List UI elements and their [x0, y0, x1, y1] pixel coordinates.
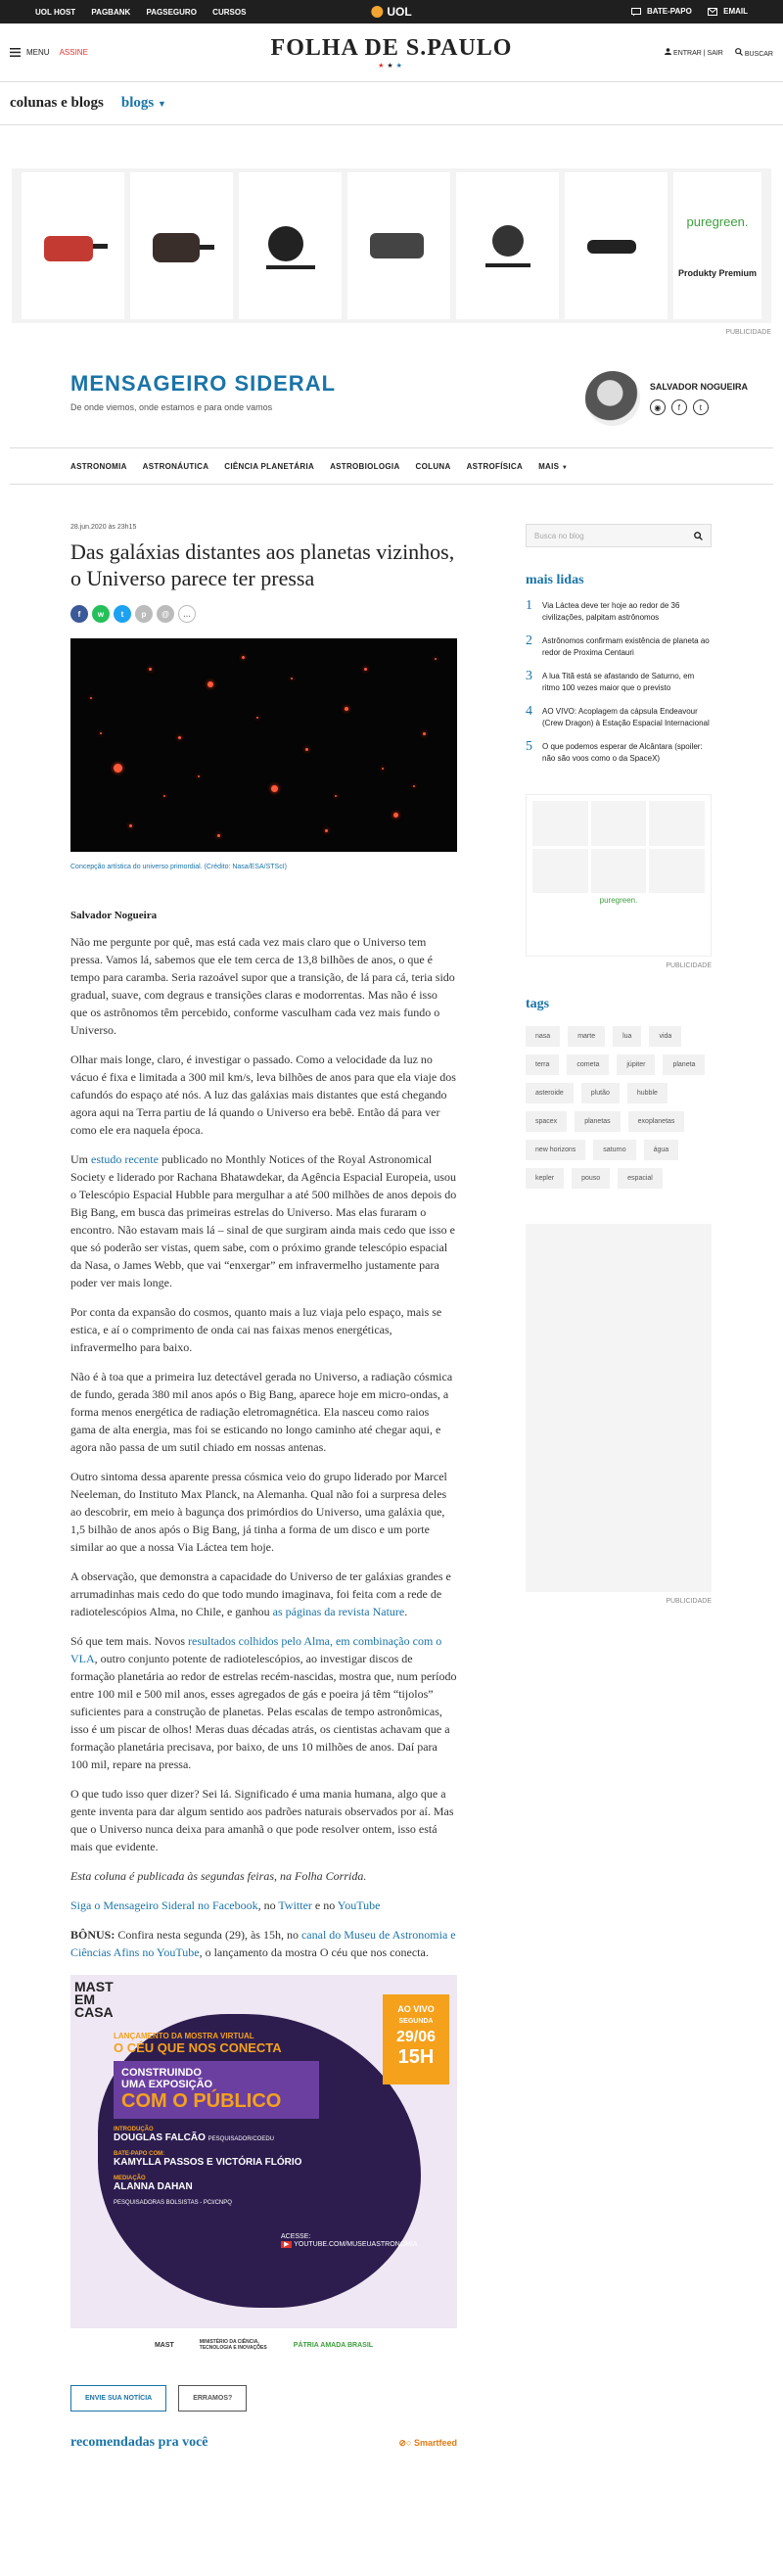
- tag[interactable]: água: [644, 1140, 679, 1160]
- event-poster: [70, 1975, 457, 2362]
- link-nature[interactable]: as páginas da revista Nature: [272, 1605, 405, 1618]
- category-coluna[interactable]: COLUNA: [415, 461, 451, 471]
- uol-logo-text: UOL: [387, 5, 412, 19]
- publicidade-label: PUBLICIDADE: [666, 1598, 712, 1605]
- bonus-paragraph: BÔNUS: Confira nesta segunda (29), às 15h, no canal do Museu de Astronomia e Ciências Afins no YouTube, o lançamento da mostra O céu que nos conecta.: [70, 1928, 456, 1959]
- list-item[interactable]: 5 O que podemos esperar de Alcântara (spoiler: não são voos como o da SpaceX): [526, 739, 703, 763]
- twitter-share-icon[interactable]: t: [114, 605, 131, 623]
- ad-product: [532, 801, 588, 846]
- ad-product: [532, 849, 588, 894]
- search-label: BUSCAR: [744, 50, 773, 58]
- tags-list: [526, 1026, 712, 1189]
- menu-button[interactable]: [10, 48, 50, 57]
- site-header: [0, 23, 783, 82]
- paragraph: Outro sintoma dessa aparente pressa cósmica veio do grupo liderado por Marcel Neeleman, do Instituto Max Planck, na Alemanha. Qual não foi a surpresa deles ao descobrir, em meio à bagunça dos primórdios do Universo, uma galáxia que, 1,5 bilhão de anos após o Big Bang, já tinha a forma de um disco e um porte similar ao que a nossa Via Láctea tem hoje.: [70, 1470, 447, 1554]
- search-button[interactable]: [735, 48, 773, 58]
- bate-papo-label: BATE-PAPO: [646, 7, 692, 17]
- uol-logo-icon: [371, 6, 383, 18]
- login-link[interactable]: [665, 48, 723, 57]
- tags-title: tags: [526, 997, 550, 1011]
- category-astrobiologia[interactable]: ASTROBIOLOGIA: [330, 461, 400, 471]
- author-name: SALVADOR NOGUEIRA: [649, 382, 748, 392]
- menu-label: MENU: [26, 48, 50, 57]
- search-placeholder: Busca no blog: [534, 531, 584, 540]
- article-title: Das galáxias distantes aos planetas vizinhos, o Universo parece ter pressa: [70, 539, 455, 590]
- section-blogs-dropdown[interactable]: blogs ▼: [120, 95, 166, 111]
- sidebar-ad[interactable]: [526, 794, 712, 957]
- publicidade-label: PUBLICIDADE: [666, 962, 712, 969]
- recommended-title: recomendadas pra você: [70, 2435, 208, 2450]
- poster-footer: MAST MINISTÉRIO DA CIÊNCIA, TECNOLOGIA E INOVAÇÕES PÁTRIA AMADA BRASIL: [70, 2328, 457, 2362]
- article-byline: Salvador Nogueira: [70, 910, 158, 921]
- column-note: Esta coluna é publicada às segundas feiras, na Folha Corrida.: [70, 1869, 367, 1883]
- chat-icon: [631, 8, 641, 17]
- blog-search-input[interactable]: [526, 524, 712, 547]
- author-facebook-icon[interactable]: f: [671, 399, 687, 415]
- ad-product-3[interactable]: [239, 172, 342, 319]
- folha-logo-stars: ★★★: [378, 63, 405, 70]
- list-item[interactable]: 2 Astrônomos confirmam existência de planeta ao redor de Proxima Centauri: [526, 633, 710, 657]
- tag[interactable]: plutão: [581, 1083, 620, 1103]
- tag[interactable]: saturno: [593, 1140, 635, 1160]
- paragraph: Olhar mais longe, claro, é investigar o passado. Como a velocidade da luz no vácuo é fixa e limitada a 300 mil km/s, leva bilhões de anos para que ela viaje dos cafundós do espaço até nós. A luz das galáxias mais distantes que está chegando agora aqui na Terra partiu de lá quando o Universo era bebê. Então dá para ver como ele era naquela época.: [70, 1053, 456, 1137]
- mais-lidas-title: mais lidas: [526, 573, 584, 587]
- poster-mast-logo: MAST EM CASA: [74, 1979, 114, 2020]
- tag[interactable]: hubble: [627, 1083, 668, 1103]
- share-bar: [70, 605, 457, 623]
- blog-subtitle: De onde viemos, onde estamos e para onde vamos: [70, 402, 273, 412]
- sidebar: [526, 485, 712, 2451]
- tag[interactable]: nasa: [526, 1026, 560, 1047]
- tag[interactable]: marte: [568, 1026, 605, 1047]
- tag[interactable]: terra: [526, 1054, 559, 1075]
- sidebar-ad-brand: puregreen.: [599, 896, 638, 906]
- category-astronomia[interactable]: ASTRONOMIA: [70, 461, 127, 471]
- paragraph: Só que tem mais. Novos resultados colhidos pelo Alma, em combinação com o VLA, outro conjunto potente de radiotelescópios, ao investigar discos de formação planetária ao redor de estrelas recém-nascidas, mostra que, num período entre 100 mil e 500 mil anos, esses agregados de gás e poeira já têm “tijolos” suficientes para a construção de planetas. Pelas escalas de tempo astronômicas, isso é um piscar de olhos! Meras duas décadas atrás, os cientistas achavam que a formação planetária precisava, por baixo, de uns 10 milhões de anos. Daí para 100 mil, repare na pressa.: [70, 1634, 457, 1771]
- link-twitter[interactable]: Twitter: [278, 1898, 312, 1912]
- category-ciencia-planetaria[interactable]: CIÊNCIA PLANETÁRIA: [224, 461, 315, 471]
- folha-logo-text: FOLHA DE S.PAULO: [270, 35, 513, 61]
- ad-product: [649, 849, 705, 894]
- login-label: ENTRAR | SAIR: [673, 50, 723, 57]
- section-bar: [0, 82, 783, 125]
- mais-lidas-list: [526, 600, 712, 765]
- tag[interactable]: lua: [613, 1026, 641, 1047]
- ad-brand-logo: puregreen.: [686, 213, 749, 229]
- print-share-icon[interactable]: p: [135, 605, 153, 623]
- ad-product-6[interactable]: [565, 172, 668, 319]
- list-item[interactable]: 3 A lua Titã está se afastando de Saturno, em ritmo 100 vezes maior que o previsto: [526, 669, 695, 692]
- whatsapp-share-icon[interactable]: w: [92, 605, 110, 623]
- tag[interactable]: asteroide: [526, 1083, 574, 1103]
- category-nav: [10, 447, 773, 485]
- email-label: EMAIL: [723, 7, 748, 17]
- tag[interactable]: planeta: [663, 1054, 705, 1075]
- list-item[interactable]: 4 AO VIVO: Acoplagem da cápsula Endeavour (Crew Dragon) à Estação Espacial Internacional: [526, 704, 710, 727]
- sidebar-ad-2[interactable]: [526, 1224, 712, 1592]
- category-astrofisica[interactable]: ASTROFÍSICA: [466, 461, 524, 471]
- ad-brand[interactable]: [673, 172, 761, 319]
- ad-product-4[interactable]: [347, 172, 450, 319]
- article-column: [70, 485, 457, 2451]
- category-mais[interactable]: MAIS ▼: [538, 461, 569, 471]
- article-date: 28.jun.2020 às 23h15: [70, 524, 137, 531]
- author-box: [585, 371, 748, 426]
- tag[interactable]: spacex: [526, 1111, 567, 1132]
- top-ad-banner[interactable]: [12, 168, 771, 323]
- tag[interactable]: júpiter: [617, 1054, 655, 1075]
- hamburger-icon: [10, 48, 21, 57]
- assine-link[interactable]: ASSINE: [59, 48, 88, 57]
- ad-product: [591, 801, 647, 846]
- tag[interactable]: new horizons: [526, 1140, 585, 1160]
- article-image: [70, 638, 457, 852]
- tag[interactable]: vida: [649, 1026, 681, 1047]
- ad-brand-tagline: Produkty Premium: [677, 267, 758, 278]
- paragraph: Não me pergunte por quê, mas está cada vez mais claro que o Universo tem pressa. Vamos lá, sabemos que ele tem cerca de 13,8 bilhões de anos, o que é tempo para caramba. Seria razoável supor que a transição, de lá para cá, teria sido gradual, suave, com degraus e transições claras e modorrentas. Mas não é isso que os astrônomos têm percebido, conforme vasculham cada vez mais fundo o Universo.: [70, 935, 455, 1037]
- paragraph: Por conta da expansão do cosmos, quanto mais a luz viaja pelo espaço, mais se estica, e aí o comprimento de onda cai nas faixas menos energéticas, infravermelho para baixo.: [70, 1305, 442, 1354]
- facebook-share-icon[interactable]: f: [70, 605, 88, 623]
- caret-down-icon: ▼: [157, 99, 166, 109]
- smartfeed-logo[interactable]: ⊘○ Smartfeed: [398, 2437, 457, 2448]
- paragraph: O que tudo isso quer dizer? Sei lá. Significado é uma mania humana, algo que a gente inventa para dar algum sentido aos padrões naturais observados por aí. Mas que o Universo nunca deixa para amanhã o que pode resolver ontem, isso está mais que evidente.: [70, 1787, 454, 1853]
- uol-logo[interactable]: [371, 5, 411, 19]
- email-share-icon[interactable]: @: [157, 605, 174, 623]
- poster-youtube: ACESSE: ▶ YOUTUBE.COM/MUSEUASTRONOMIA: [281, 2233, 418, 2248]
- link-youtube[interactable]: YouTube: [337, 1898, 381, 1912]
- paragraph: Um estudo recente publicado no Monthly Notices of the Royal Astronomical Society e liderado por Rachana Bhatawdekar, da Agência Espacial Europeia, usou o Telescópio Espacial Hubble para mergulhar a até 500 milhões de anos depois do Big Bang, em busca das primeiras estrelas do Universo. Mas elas furaram o encontro. Não estavam mais lá – sinal de que surgiram ainda mais cedo que isso e que só poderão ser vistas, quem sabe, com o próximo grande telescópio espacial da Nasa, o James Webb, que vai “enxergar” em infravermelho justamente para poder ver mais longe.: [70, 1152, 457, 1289]
- link-estudo-recente[interactable]: estudo recente: [91, 1152, 159, 1166]
- tag[interactable]: planetas: [575, 1111, 620, 1132]
- ad-product-2[interactable]: [130, 172, 233, 319]
- uol-link-pagseguro[interactable]: PAGSEGURO: [146, 7, 197, 17]
- follow-paragraph: Siga o Mensageiro Sideral no Facebook, no Twitter e no YouTube: [70, 1898, 381, 1912]
- author-profile-icon[interactable]: ◉: [650, 399, 666, 415]
- folha-logo[interactable]: [271, 35, 513, 70]
- article-body: [70, 933, 457, 1961]
- ad-product: [591, 849, 647, 894]
- link-facebook[interactable]: Siga o Mensageiro Sideral no Facebook: [70, 1898, 258, 1912]
- more-share-icon[interactable]: …: [178, 605, 196, 623]
- mail-icon: [708, 8, 717, 16]
- ad-product-5[interactable]: [456, 172, 559, 319]
- tag[interactable]: kepler: [526, 1168, 564, 1189]
- youtube-icon: ▶: [281, 2241, 292, 2248]
- tag[interactable]: exoplanetas: [628, 1111, 685, 1132]
- ad-product-1[interactable]: [22, 172, 124, 319]
- caret-down-icon: ▼: [561, 464, 569, 471]
- blog-title[interactable]: MENSAGEIRO SIDERAL: [70, 371, 337, 396]
- bate-papo-link[interactable]: [631, 7, 692, 16]
- search-icon: [735, 48, 743, 56]
- search-icon[interactable]: [694, 532, 703, 540]
- email-link[interactable]: [708, 7, 748, 16]
- tag[interactable]: cometa: [567, 1054, 609, 1075]
- send-news-button[interactable]: ENVIE SUA NOTÍCIA: [70, 2385, 166, 2412]
- blog-header: [70, 371, 748, 426]
- paragraph: Não é à toa que a primeira luz detectável gerada no Universo, a radiação cósmica de fundo, gerada 380 mil anos após o Big Bang, aparece hoje em micro-ondas, a forma menos energética de radiação eletromagnética. Ela nasceu como raios gama de alta energia, mas foi se esticando no longo caminho até chegar aqui, e agora não passa de um sutil chiado em nossas antenas.: [70, 1370, 453, 1454]
- uol-link-cursos[interactable]: CURSOS: [212, 7, 247, 17]
- uol-top-bar: [0, 0, 783, 23]
- section-colunas-blogs[interactable]: colunas e blogs: [10, 95, 104, 111]
- uol-link-pagbank[interactable]: PAGBANK: [91, 7, 131, 17]
- ad-product: [649, 801, 705, 846]
- tag[interactable]: pouso: [572, 1168, 610, 1189]
- errata-button[interactable]: ERRAMOS?: [178, 2385, 247, 2412]
- uol-link-host[interactable]: UOL HOST: [35, 7, 76, 17]
- author-twitter-icon[interactable]: t: [693, 399, 709, 415]
- poster-text: LANÇAMENTO DA MOSTRA VIRTUAL O CÉU QUE NOS CONECTA CONSTRUINDO UMA EXPOSIÇÃO COM O PÚBLICO INTRODUÇÃO DOUGLAS FALCÃO PESQUISADOR/COEDU BATE-PAPO COM: KAMYLLA PASSOS E VICTÓRIA FLÓRIO MEDIAÇÃO ALANNA DAHAN PESQUISADORAS BOLSISTAS - PCI/CNPQ: [114, 2032, 339, 2206]
- publicidade-label: PUBLICIDADE: [725, 329, 771, 336]
- image-caption: Concepção artística do universo primordial. (Crédito: Nasa/ESA/STScI): [70, 864, 287, 870]
- paragraph: A observação, que demonstra a capacidade do Universo de ter galáxias grandes e arrumadinhas mais cedo do que todo mundo imaginava, foi feita com a rede de radiotelescópios Alma, no Chile, e ganhou as páginas da revista Nature.: [70, 1569, 451, 1618]
- category-astronautica[interactable]: ASTRONÁUTICA: [142, 461, 209, 471]
- poster-live-box: AO VIVO SEGUNDA 29/06 15H: [383, 1994, 449, 2084]
- user-icon: [665, 48, 671, 55]
- link-alma-vla[interactable]: resultados colhidos pelo Alma, em combinação com o VLA: [70, 1634, 442, 1665]
- author-avatar: [585, 371, 640, 426]
- list-item[interactable]: 1 Via Láctea deve ter hoje ao redor de 36 civilizações, palpitam astrônomos: [526, 598, 680, 622]
- recommended-header: [70, 2435, 457, 2451]
- tag[interactable]: espacial: [618, 1168, 663, 1189]
- link-museu-youtube[interactable]: canal do Museu de Astronomia e Ciências Afins no YouTube: [70, 1928, 456, 1959]
